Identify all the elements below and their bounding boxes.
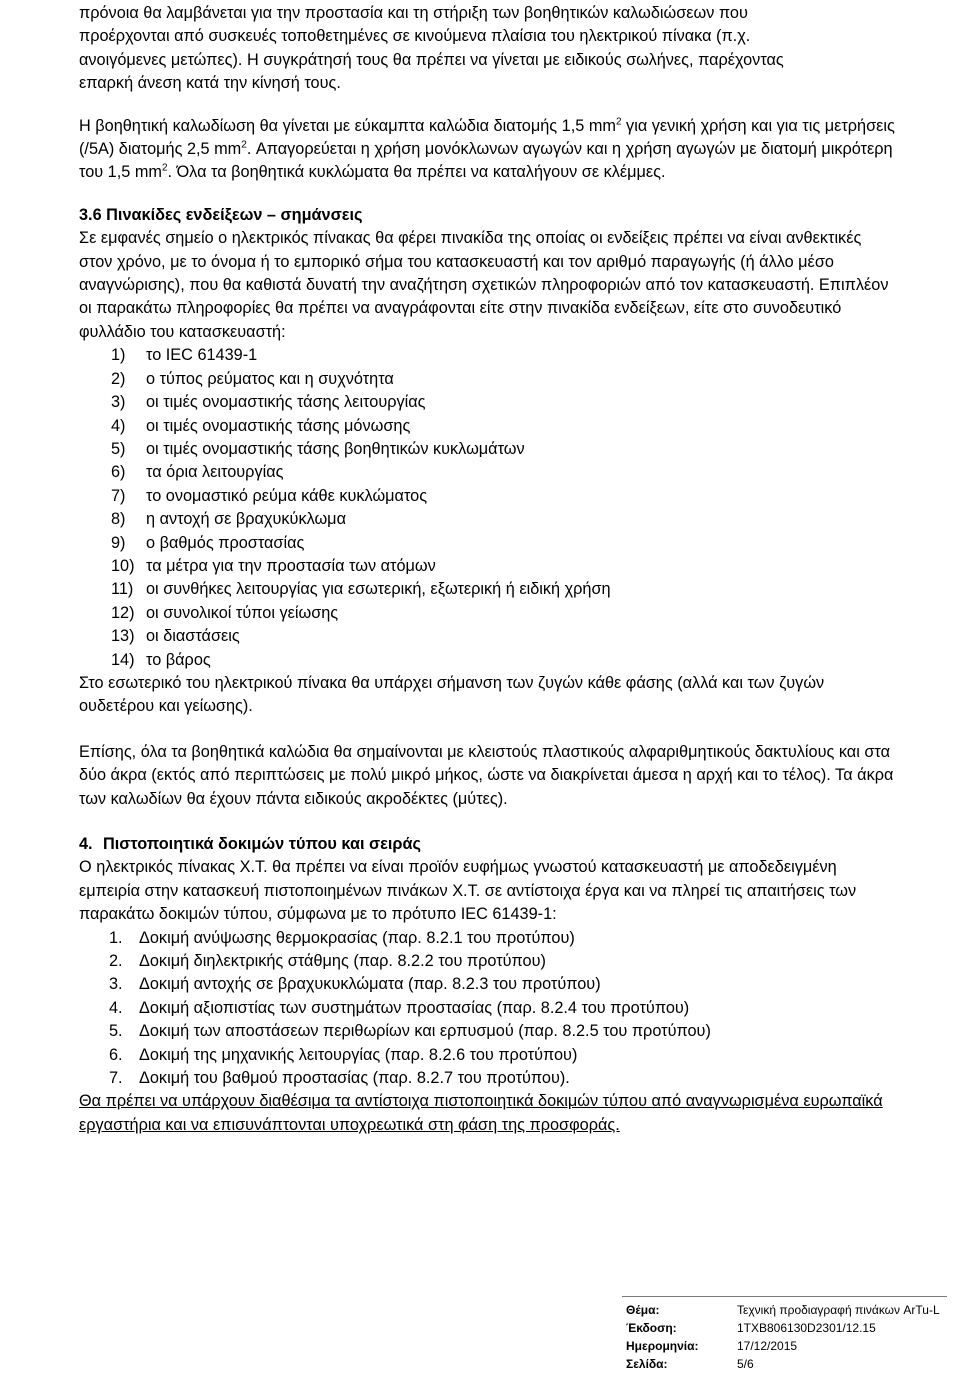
list-item-number: 8) bbox=[111, 510, 126, 529]
list-item bbox=[79, 555, 899, 578]
intro-line-2: προέρχονται από συσκευές τοποθετημένες σε κινούμενα πλαίσια του ηλεκτρικού πίνακα (π.χ. bbox=[79, 27, 751, 46]
footer-date-value: 17/12/2015 bbox=[737, 1339, 798, 1353]
test-item-text: Δοκιμή του βαθμού προστασίας (παρ. 8.2.7 του προτύπου). bbox=[139, 1069, 570, 1088]
list-item-text: ο βαθμός προστασίας bbox=[146, 533, 305, 552]
test-item bbox=[79, 973, 899, 996]
list-item bbox=[79, 461, 899, 484]
list-item-text: τα μέτρα για την προστασία των ατόμων bbox=[146, 556, 436, 575]
list-item bbox=[79, 415, 899, 438]
footer-divider bbox=[622, 1296, 947, 1297]
list-item-number: 2) bbox=[111, 369, 126, 388]
test-item-text: Δοκιμή αντοχής σε βραχυκυκλώματα (παρ. 8.2.3 του προτύπου) bbox=[139, 975, 601, 994]
test-item bbox=[79, 997, 899, 1020]
list-item-text: το ονομαστικό ρεύμα κάθε κυκλώματος bbox=[146, 486, 428, 505]
footer-page-value: 5/6 bbox=[737, 1357, 754, 1371]
wiring-text-3: . Απαγορεύεται η χρήση μονόκλωνων αγωγών και η χρήση αγωγών με διατομή μικρότερη του 1,5 mm bbox=[79, 140, 893, 182]
list-item bbox=[79, 578, 899, 601]
section-4 bbox=[79, 833, 899, 1137]
test-item-number: 5. bbox=[109, 1022, 123, 1041]
list-item bbox=[79, 602, 899, 625]
footer-row-page bbox=[626, 1355, 940, 1373]
section-4-title: Πιστοποιητικά δοκιμών τύπου και σειράς bbox=[103, 835, 421, 853]
footer-subject-value: Τεχνική προδιαγραφή πινάκων ArTu-L bbox=[737, 1303, 940, 1317]
list-item-number: 11) bbox=[111, 580, 134, 599]
list-item-number: 14) bbox=[111, 650, 135, 669]
list-item-number: 12) bbox=[111, 603, 135, 622]
list-item-number: 6) bbox=[111, 463, 126, 482]
list-item bbox=[79, 625, 899, 648]
list-item bbox=[79, 344, 899, 367]
list-item-text: οι τιμές ονομαστικής τάσης μόνωσης bbox=[146, 416, 411, 435]
nameplate-info-list bbox=[79, 344, 899, 672]
wiring-text-2: για γενική χρήση και για τις μετρήσεις (/5A) διατομής 2,5 mm bbox=[79, 116, 895, 159]
test-item-number: 6. bbox=[109, 1045, 123, 1064]
wiring-paragraph bbox=[79, 115, 899, 185]
test-item-number: 2. bbox=[109, 952, 123, 971]
test-item-number: 7. bbox=[109, 1069, 123, 1088]
list-item bbox=[79, 485, 899, 508]
list-item bbox=[79, 391, 899, 414]
type-tests-list bbox=[79, 927, 899, 1091]
list-item-text: ο τύπος ρεύματος και η συχνότητα bbox=[146, 369, 394, 388]
test-item-text: Δοκιμή των αποστάσεων περιθωρίων και ερπυσμού (παρ. 8.2.5 του προτύπου) bbox=[139, 1022, 711, 1041]
list-item-number: 4) bbox=[111, 416, 126, 435]
wiring-text-4: . Όλα τα βοηθητικά κυκλώματα θα πρέπει να καταλήγουν σε κλέμμες. bbox=[167, 163, 666, 182]
busbar-marking-paragraph: Στο εσωτερικό του ηλεκτρικού πίνακα θα υπάρχει σήμανση των ζυγών κάθε φάσης (αλλά και των ζυγών ουδετέρου και γείωσης). bbox=[79, 673, 825, 716]
list-item-text: οι διαστάσεις bbox=[146, 627, 240, 646]
superscript: 2 bbox=[615, 116, 622, 128]
test-item-number: 1. bbox=[109, 928, 123, 947]
cable-labels-paragraph: Επίσης, όλα τα βοηθητικά καλώδια θα σημαίνονται με κλειστούς πλαστικούς αλφαριθμητικούς δακτυλίους και στα δύο άκρα (εκτός από περιπτώσεις με πολύ μικρό μήκος, ώστε να διακρίνεται άμεσα η αρχή και το τέλος). Τα άκρα των καλωδίων θα έχουν πάντα ειδικούς ακροδέκτες (μύτες). bbox=[79, 742, 894, 808]
test-item-number: 3. bbox=[109, 975, 123, 994]
list-item-text: το βάρος bbox=[146, 650, 211, 669]
footer-row-date bbox=[626, 1337, 940, 1355]
certificates-note: Θα πρέπει να υπάρχουν διαθέσιμα τα αντίστοιχα πιστοποιητικά δοκιμών τύπου από αναγνωρισμένα ευρωπαϊκά εργαστήρια και να επισυνάπτονται υποχρεωτικά στη φάση της προσφοράς. bbox=[79, 1092, 883, 1134]
list-item bbox=[79, 508, 899, 531]
intro-line-3: ανοιγόμενες μετώπες). Η συγκράτησή τους θα πρέπει να γίνεται με ειδικούς σωλήνες, παρέχοντας bbox=[79, 50, 784, 69]
list-item-text: η αντοχή σε βραχυκύκλωμα bbox=[146, 510, 346, 529]
list-item bbox=[79, 649, 899, 672]
list-item-text: οι συνθήκες λειτουργίας για εσωτερική, εξωτερική ή ειδική χρήση bbox=[146, 580, 611, 599]
footer-edition-label: Έκδοση: bbox=[626, 1321, 677, 1335]
superscript: 2 bbox=[241, 139, 247, 151]
list-item-number: 1) bbox=[111, 346, 126, 365]
test-item bbox=[79, 950, 899, 973]
test-item-text: Δοκιμή ανύψωσης θερμοκρασίας (παρ. 8.2.1 του προτύπου) bbox=[139, 928, 575, 947]
footer-row-edition bbox=[626, 1319, 940, 1337]
intro-line-4: επαρκή άνεση κατά την κίνησή τους. bbox=[79, 74, 341, 93]
intro-paragraph bbox=[79, 2, 899, 96]
list-item-number: 5) bbox=[111, 439, 126, 458]
list-item-number: 10) bbox=[111, 556, 135, 575]
list-item-text: οι τιμές ονομαστικής τάσης βοηθητικών κυκλωμάτων bbox=[146, 439, 525, 458]
superscript: 2 bbox=[161, 163, 168, 175]
list-item bbox=[79, 438, 899, 461]
footer bbox=[626, 1301, 940, 1373]
wiring-text-1: Η βοηθητική καλωδίωση θα γίνεται με εύκαμπτα καλώδια διατομής 1,5 mm bbox=[79, 116, 616, 135]
test-item-text: Δοκιμή της μηχανικής λειτουργίας (παρ. 8.2.6 του προτύπου) bbox=[139, 1045, 578, 1064]
footer-edition-value: 1TXB806130D2301/12.15 bbox=[737, 1321, 876, 1335]
list-item-text: τα όρια λειτουργίας bbox=[146, 463, 284, 482]
list-item-text: οι συνολικοί τύποι γείωσης bbox=[146, 603, 339, 622]
test-item bbox=[79, 1067, 899, 1090]
test-item-text: Δοκιμή αξιοπιστίας των συστημάτων προστασίας (παρ. 8.2.4 του προτύπου) bbox=[139, 998, 690, 1017]
footer-subject-label: Θέμα: bbox=[626, 1303, 660, 1317]
intro-line-1: πρόνοια θα λαμβάνεται για την προστασία και τη στήριξη των βοηθητικών καλωδιώσεων που bbox=[79, 4, 748, 22]
test-item bbox=[79, 927, 899, 950]
test-item bbox=[79, 1044, 899, 1067]
footer-page-label: Σελίδα: bbox=[626, 1357, 668, 1371]
section-3-6-heading: 3.6 Πινακίδες ενδείξεων – σημάνσεις bbox=[79, 205, 363, 224]
list-item-text: το IEC 61439-1 bbox=[146, 346, 258, 365]
document-page bbox=[79, 0, 899, 1137]
test-item-text: Δοκιμή διηλεκτρικής στάθμης (παρ. 8.2.2 του προτύπου) bbox=[139, 952, 546, 971]
footer-row-subject bbox=[626, 1301, 940, 1319]
list-item-number: 13) bbox=[111, 627, 135, 646]
footer-date-label: Ημερομηνία: bbox=[626, 1339, 699, 1353]
section-4-body: Ο ηλεκτρικός πίνακας Χ.Τ. θα πρέπει να είναι προϊόν ευφήμως γνωστού κατασκευαστή με αποδεδειγμένη εμπειρία στην κατασκευή πιστοποιημένων πινάκων Χ.Τ. σε αντίστοιχα έργα και να πληρεί τις απαιτήσεις των παρακάτω δοκιμών τύπου, σύμφωνα με το πρότυπο IEC 61439-1: bbox=[79, 858, 857, 924]
section-3-6-body: Σε εμφανές σημείο ο ηλεκτρικός πίνακας θα φέρει πινακίδα της οποίας οι ενδείξεις πρέπει να είναι ανθεκτικές στον χρόνο, με το όνομα ή το εμπορικό σήμα του κατασκευαστή και τον αριθμό παραγωγής (ή άλλο μέσο αναγνώρισης), που θα καθιστά δυνατή την αναζήτηση σχετικών πληροφοριών από τον κατασκευαστή. Επιπλέον οι παρακάτω πληροφορίες θα πρέπει να αναγράφονται είτε στην πινακίδα ενδείξεων, είτε στο συνοδευτικό φυλλάδιο του κατασκευαστή: bbox=[79, 229, 889, 341]
list-item-number: 9) bbox=[111, 533, 126, 552]
list-item-text: οι τιμές ονομαστικής τάσης λειτουργίας bbox=[146, 393, 426, 412]
list-item-number: 7) bbox=[111, 486, 126, 505]
section-4-number: 4. bbox=[79, 835, 93, 853]
section-4-heading bbox=[79, 833, 899, 856]
list-item bbox=[79, 368, 899, 391]
list-item-number: 3) bbox=[111, 393, 126, 412]
list-item bbox=[79, 532, 899, 555]
section-3-6 bbox=[79, 204, 899, 719]
test-item-number: 4. bbox=[109, 998, 123, 1017]
test-item bbox=[79, 1020, 899, 1043]
